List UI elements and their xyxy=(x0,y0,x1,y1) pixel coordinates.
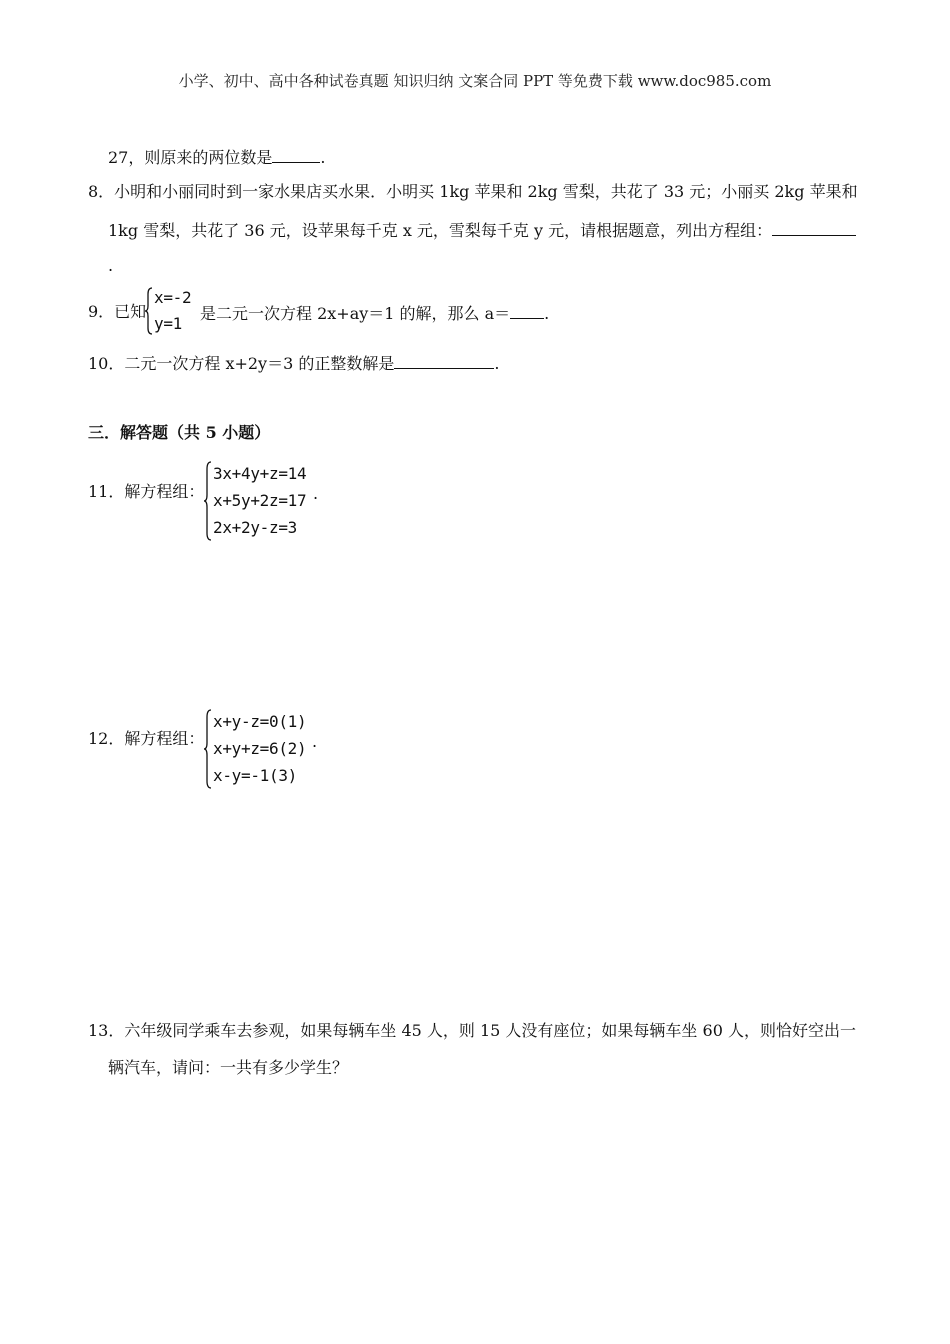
question-10-text: 10．二元一次方程 x+2y＝3 的正整数解是 xyxy=(88,354,395,373)
question-10-end: . xyxy=(494,354,500,373)
brace-icon xyxy=(203,708,213,790)
answer-blank-8[interactable] xyxy=(772,219,856,236)
question-12-eq-3: x-y=-1(3) xyxy=(213,766,297,785)
brace-icon xyxy=(203,460,213,542)
question-7-continuation xyxy=(108,146,325,168)
question-8-text: 1kg 雪梨，共花了 36 元，设苹果每千克 x 元，雪梨每千克 y 元，请根据题意，列出方程组： xyxy=(108,221,773,240)
question-11-label: 11．解方程组： xyxy=(88,482,205,501)
answer-blank-10[interactable] xyxy=(394,352,494,369)
question-11-end: . xyxy=(313,484,319,503)
question-8-line-2 xyxy=(108,219,856,241)
question-12-end: . xyxy=(312,732,318,751)
question-12-equation-system xyxy=(203,708,323,790)
question-11-eq-3: 2x+2y-z=3 xyxy=(213,518,297,537)
question-13-line-2: 辆汽车，请问：一共有多少学生？ xyxy=(108,1058,349,1077)
question-8-line-1: 8．小明和小丽同时到一家水果店买水果．小明买 1kg 苹果和 2kg 雪梨，共花了 33 元；小丽买 2kg 苹果和 xyxy=(88,182,858,201)
question-9-prefix: 9．已知 xyxy=(88,302,147,321)
answer-blank-9[interactable] xyxy=(510,302,544,319)
question-8-line-3: . xyxy=(108,256,114,275)
question-11-eq-2: x+5y+2z=17 xyxy=(213,491,307,510)
question-12-eq-2: x+y+z=6(2) xyxy=(213,739,307,758)
question-9-equation-system xyxy=(144,286,204,336)
question-12-eq-1: x+y-z=0(1) xyxy=(213,712,307,731)
question-13-line-1: 13．六年级同学乘车去参观，如果每辆车坐 45 人，则 15 人没有座位；如果每辆车坐 60 人，则恰好空出一 xyxy=(88,1021,856,1040)
question-9-line xyxy=(200,302,549,324)
question-9-end: . xyxy=(544,304,550,323)
brace-icon xyxy=(144,286,154,336)
question-11-equation-system xyxy=(203,460,323,542)
answer-blank-7[interactable] xyxy=(272,146,320,163)
section-3-title: 三．解答题（共 5 小题） xyxy=(88,423,271,442)
question-10-line xyxy=(88,352,499,374)
question-12-label: 12．解方程组： xyxy=(88,729,205,748)
page-header: 小学、初中、高中各种试卷真题 知识归纳 文案合同 PPT 等免费下载 www.doc985.com xyxy=(178,72,772,90)
question-9-eq-2: y=1 xyxy=(154,314,182,333)
question-7-text: 27，则原来的两位数是 xyxy=(108,148,273,167)
question-9-text: 是二元一次方程 2x+ay＝1 的解，那么 a＝ xyxy=(200,304,511,323)
question-9-eq-1: x=-2 xyxy=(154,288,192,307)
question-11-eq-1: 3x+4y+z=14 xyxy=(213,464,307,483)
question-7-end: . xyxy=(320,148,326,167)
